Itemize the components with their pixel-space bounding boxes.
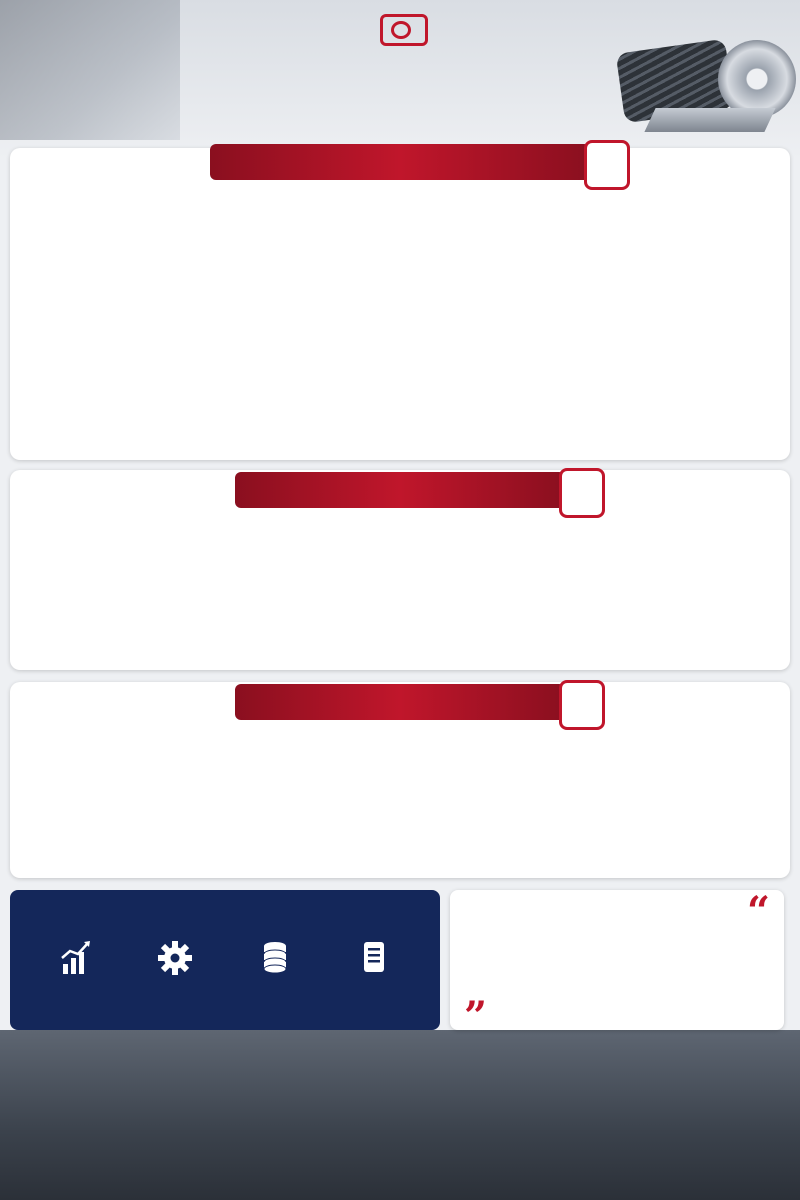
- page-title: [120, 66, 640, 72]
- summary-item-demand: [28, 938, 124, 986]
- section2-number: [559, 468, 605, 518]
- coin-stack-icon: [255, 938, 295, 978]
- hero-sheet-image: [644, 108, 775, 132]
- section-price-change: [10, 682, 790, 878]
- section1-banner: [210, 144, 590, 180]
- analysis-quote: [450, 888, 784, 1040]
- section-steel-chain: [10, 470, 790, 670]
- hero-coil-image: [718, 40, 796, 118]
- bar-chart-rising-icon: [56, 938, 96, 978]
- logo-icon: [380, 14, 428, 46]
- section3-banner: [235, 684, 565, 720]
- open-quote-icon: “: [746, 888, 770, 935]
- section2-banner: [235, 472, 565, 508]
- weekly-summary: [10, 890, 440, 1030]
- summary-items: [28, 938, 422, 986]
- steel-yard-photo: [0, 1030, 800, 1200]
- section3-number: [559, 680, 605, 730]
- gear-icon: [155, 938, 195, 978]
- section-key-products: [10, 148, 790, 460]
- product-columns: [14, 198, 786, 454]
- summary-item-supply: [127, 938, 223, 986]
- document-list-icon: [354, 938, 394, 978]
- summary-item-currency: [326, 938, 422, 986]
- summary-item-costs: [227, 938, 323, 986]
- section1-number: [584, 140, 630, 190]
- close-quote-icon: ”: [464, 993, 488, 1040]
